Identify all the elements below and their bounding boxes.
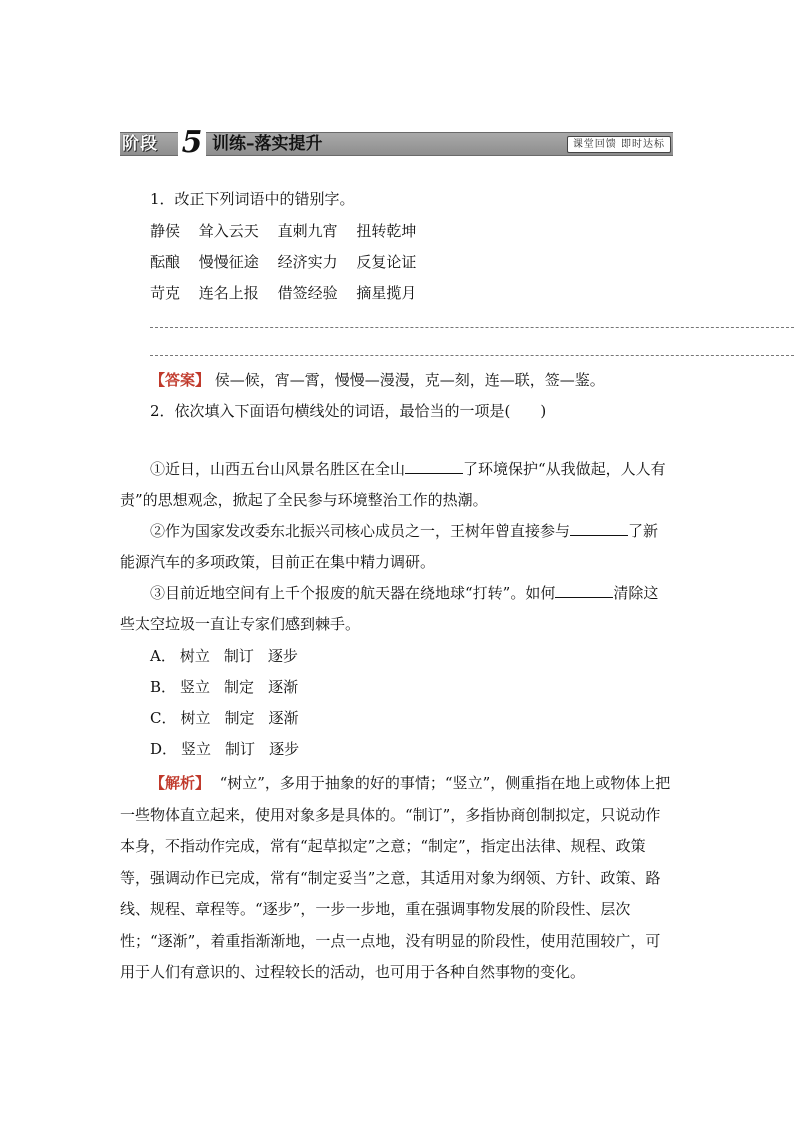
q2-prompt: 2．依次填入下面语句横线处的词语，最恰当的一项是( ) xyxy=(150,402,547,420)
option-word: 竖立 xyxy=(181,740,212,758)
sentence-text: 了环境保护“从我做起，人人有责”的思想观念，掀起了全民参与环境整治工作的热潮。 xyxy=(120,460,666,509)
term: 酝酿 xyxy=(150,253,181,271)
sentence-text: ①近日，山西五台山风景名胜区在全山 xyxy=(150,460,406,478)
option-word: 树立 xyxy=(179,647,210,665)
stage-label: 阶段 xyxy=(122,134,158,154)
option-word: 制定 xyxy=(224,678,255,696)
q1-row-1 xyxy=(150,220,430,241)
q2-analysis xyxy=(120,768,673,989)
q1-answer xyxy=(150,369,605,390)
fill-blank xyxy=(405,459,463,474)
answer-line xyxy=(150,355,794,356)
q1-prompt: 1．改正下列词语中的错别字。 xyxy=(150,190,355,208)
option-letter: B． xyxy=(150,678,177,696)
answer-line xyxy=(150,327,794,328)
option-d xyxy=(150,738,313,759)
term: 静侯 xyxy=(150,222,181,240)
option-word: 竖立 xyxy=(180,678,211,696)
option-word: 制订 xyxy=(225,740,256,758)
term: 直刺九宵 xyxy=(277,222,338,240)
option-letter: D． xyxy=(150,740,178,758)
sentence-text: ②作为国家发改委东北振兴司核心成员之一，王树年曾直接参与 xyxy=(150,522,571,540)
sentence-text: 清除这些太空垃圾一直让专家们感到棘手。 xyxy=(120,584,659,633)
fill-blank xyxy=(570,521,628,536)
option-word: 树立 xyxy=(180,709,211,727)
term: 借签经验 xyxy=(277,284,338,302)
option-c xyxy=(150,707,313,728)
term: 摘星揽月 xyxy=(356,284,417,302)
stage-number: 5 xyxy=(178,129,206,157)
option-a xyxy=(150,645,312,666)
q2-sentence-3 xyxy=(120,578,673,640)
section-tag: 课堂回馈 即时达标 xyxy=(567,136,671,153)
analysis-label: 【解析】 xyxy=(150,774,211,792)
q1-row-2 xyxy=(150,251,430,272)
term: 扭转乾坤 xyxy=(356,222,417,240)
section-title: 训练–落实提升 xyxy=(212,134,323,154)
term: 连名上报 xyxy=(198,284,259,302)
answer-text: 侯—候，宵—霄，慢慢—漫漫，克—刻，连—联，签—鉴。 xyxy=(214,371,605,389)
section-banner xyxy=(120,125,673,160)
answer-label: 【答案】 xyxy=(150,371,211,389)
option-b xyxy=(150,676,312,697)
option-word: 逐渐 xyxy=(268,709,299,727)
term: 经济实力 xyxy=(277,253,338,271)
sentence-text: 了新能源汽车的多项政策，目前正在集中精力调研。 xyxy=(120,522,659,571)
term: 反复论证 xyxy=(356,253,417,271)
option-word: 逐步 xyxy=(269,740,300,758)
option-word: 逐渐 xyxy=(268,678,299,696)
sentence-text: ③目前近地空间有上千个报废的航天器在绕地球“打转”。如何 xyxy=(150,584,556,602)
option-letter: A． xyxy=(150,647,176,665)
term: 耸入云天 xyxy=(198,222,259,240)
option-word: 制定 xyxy=(224,709,255,727)
q1-row-3 xyxy=(150,282,430,303)
term: 慢慢征途 xyxy=(198,253,259,271)
q2-sentence-1 xyxy=(120,454,673,516)
option-word: 制订 xyxy=(223,647,254,665)
q2-sentence-2 xyxy=(120,516,673,578)
term: 苛克 xyxy=(150,284,181,302)
analysis-text: “树立”，多用于抽象的好的事情；“竖立”，侧重指在地上或物体上把一些物体直立起来，使用对象多是具体的。“制订”，多指协商创制拟定，只说动作本身，不指动作完成，常有“起草拟定”之意；“制定”，指定出法律、规程、政策等，强调动作已完成，常有“制定妥当”之意，其适用对象为纲领、方针、政策、路线、规程、章程等。“逐步”，一步一步地，重在强调事物发展的阶段性、层次性；“逐渐”，着重指渐渐地，一点一点地，没有明显的阶段性，使用范围较广，可用于人们有意识的、过程较长的活动，也可用于各种自然事物的变化。 xyxy=(120,774,671,981)
option-word: 逐步 xyxy=(267,647,298,665)
option-letter: C． xyxy=(150,709,177,727)
fill-blank xyxy=(555,583,613,598)
